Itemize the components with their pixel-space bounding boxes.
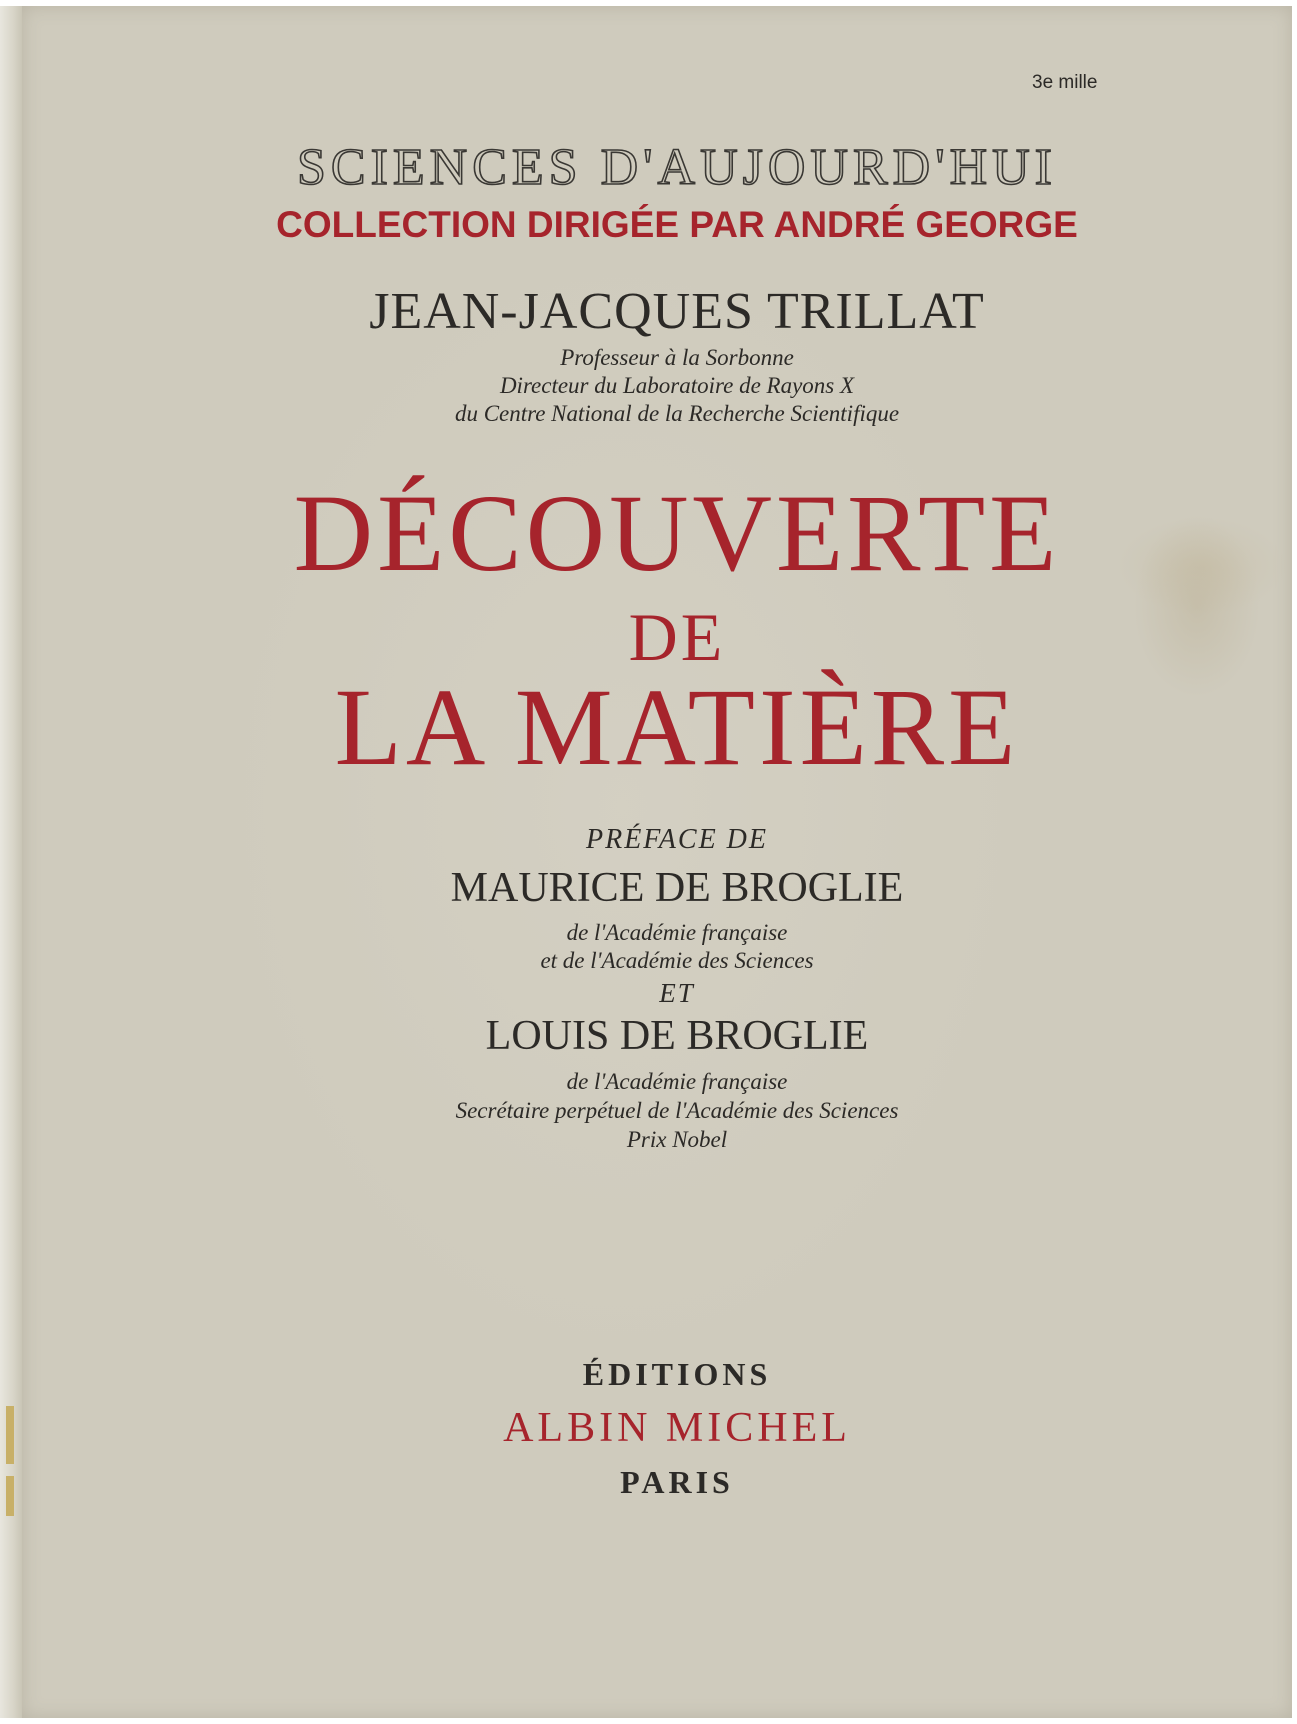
preface-author-1: MAURICE DE BROGLIE [450,865,904,911]
spine-tape-mark [6,1406,14,1464]
book-title-line-1: DÉCOUVERTE [293,472,1061,594]
preface-author-1-affiliation: et de l'Académie des Sciences [540,948,814,973]
preface-author-2-affiliation: Prix Nobel [626,1127,728,1152]
book-title-line-2: DE [628,599,726,675]
preface-label: PRÉFACE DE [585,824,768,855]
preface-author-1-affiliation: de l'Académie française [566,920,788,945]
series-title: SCIENCES D'AUJOURD'HUI [297,139,1057,196]
edition-note: 3e mille [1032,72,1098,93]
author-name: JEAN-JACQUES TRILLAT [369,283,985,340]
author-affiliation: du Centre National de la Recherche Scientifique [454,401,900,426]
spine-tape-mark [6,1476,14,1516]
spine-edge [0,6,22,1718]
publisher-city: PARIS [620,1464,734,1500]
preface-author-2: LOUIS DE BROGLIE [485,1013,869,1059]
book-cover [22,6,1292,1718]
book-title-line-3: LA MATIÈRE [334,666,1020,788]
preface-conjunction: ET [659,978,695,1008]
publisher-label: ÉDITIONS [582,1356,772,1392]
preface-author-2-affiliation: Secrétaire perpétuel de l'Académie des Sciences [455,1098,899,1123]
collection-line: COLLECTION DIRIGÉE PAR ANDRÉ GEORGE [276,204,1078,245]
author-affiliation: Directeur du Laboratoire de Rayons X [499,373,855,398]
author-affiliation: Professeur à la Sorbonne [560,345,794,370]
preface-author-2-affiliation: de l'Académie française [566,1069,788,1094]
publisher-name: ALBIN MICHEL [503,1405,851,1451]
